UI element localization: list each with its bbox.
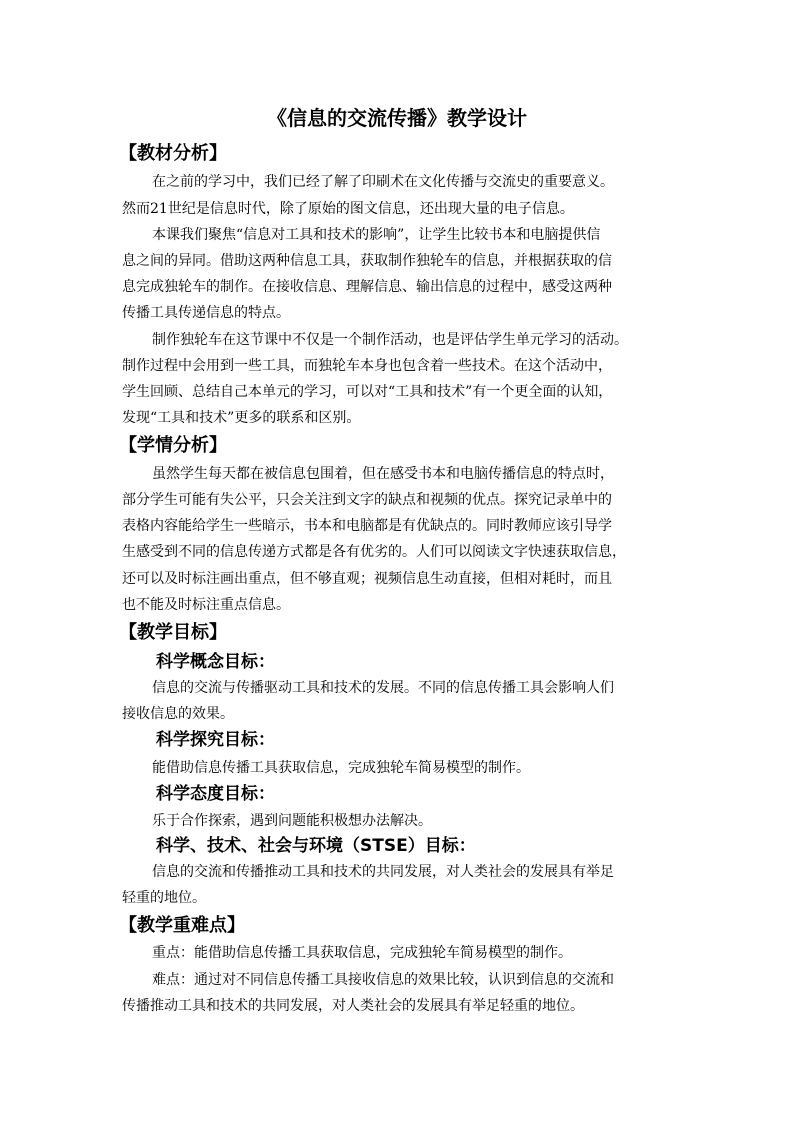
paragraph-line: 息完成独轮车的制作。在接收信息、理解信息、输出信息的过程中，感受这两种 [122, 279, 612, 295]
subheading-attitude-goal: 科学态度目标： [156, 784, 275, 804]
paragraph-line: 制作独轮车在这节课中不仅是一个制作活动，也是评估学生单元学习的活动。 [152, 332, 628, 348]
section-heading-textbook-analysis: 【教材分析】 [119, 143, 227, 164]
subheading-inquiry-goal: 科学探究目标： [156, 730, 275, 750]
paragraph-line: 虽然学生每天都在被信息包围着，但在感受书本和电脑传播信息的特点时， [152, 466, 614, 482]
paragraph-line: 重点：能借助信息传播工具获取信息，完成独轮车简易模型的制作。 [152, 945, 572, 961]
paragraph-line: 传播推动工具和技术的共同发展，对人类社会的发展具有举足轻重的地位。 [122, 998, 584, 1014]
paragraph-line: 乐于合作探索，遇到问题能积极想办法解决。 [152, 813, 432, 829]
paragraph-line: 信息的交流和传播推动工具和技术的共同发展，对人类社会的发展具有举足 [152, 864, 614, 880]
paragraph-line: 在之前的学习中，我们已经了解了印刷术在文化传播与交流史的重要意义。 [152, 174, 614, 190]
paragraph-line: 学生回顾、总结自己本单元的学习，可以对“工具和技术”有一个更全面的认知， [122, 384, 613, 400]
section-heading-key-points: 【教学重难点】 [119, 915, 245, 936]
section-heading-teaching-goals: 【教学目标】 [119, 622, 227, 643]
paragraph-line: 表格内容能给学生一些暗示，书本和电脑都是有优缺点的。同时教师应该引导学 [122, 518, 612, 534]
subheading-concept-goal: 科学概念目标： [156, 652, 275, 672]
section-heading-student-analysis: 【学情分析】 [119, 435, 227, 456]
paragraph-line: 发现“工具和技术”更多的联系和区别。 [122, 410, 361, 426]
paragraph-line: 信息的交流与传播驱动工具和技术的发展。不同的信息传播工具会影响人们 [152, 680, 614, 696]
paragraph-line: 本课我们聚焦“信息对工具和技术的影响”，让学生比较书本和电脑提供信 [152, 227, 601, 243]
paragraph-line: 传播工具传递信息的特点。 [122, 305, 290, 321]
paragraph-line: 轻重的地位。 [122, 890, 206, 906]
paragraph-line: 生感受到不同的信息传递方式都是各有优劣的。人们可以阅读文字快速获取信息， [122, 544, 626, 560]
paragraph-line: 难点：通过对不同信息传播工具接收信息的效果比较，认识到信息的交流和 [152, 972, 614, 988]
paragraph-line: 然而21世纪是信息时代，除了原始的图文信息，还出现大量的电子信息。 [122, 201, 574, 217]
paragraph-line: 制作过程中会用到一些工具，而独轮车本身也包含着一些技术。在这个活动中， [122, 358, 612, 374]
paragraph-line: 息之间的异同。借助这两种信息工具，获取制作独轮车的信息，并根据获取的信 [122, 253, 612, 269]
paragraph-line: 能借助信息传播工具获取信息，完成独轮车简易模型的制作。 [152, 760, 530, 776]
paragraph-line: 部分学生可能有失公平，只会关注到文字的缺点和视频的优点。探究记录单中的 [122, 492, 612, 508]
paragraph-line: 也不能及时标注重点信息。 [122, 597, 290, 613]
paragraph-line: 还可以及时标注画出重点，但不够直观；视频信息生动直接，但相对耗时，而且 [122, 571, 612, 587]
document-title: 《信息的交流传播》教学设计 [267, 106, 527, 130]
paragraph-line: 接收信息的效果。 [122, 706, 234, 722]
subheading-stse-goal: 科学、技术、社会与环境（STSE）目标： [156, 836, 476, 856]
